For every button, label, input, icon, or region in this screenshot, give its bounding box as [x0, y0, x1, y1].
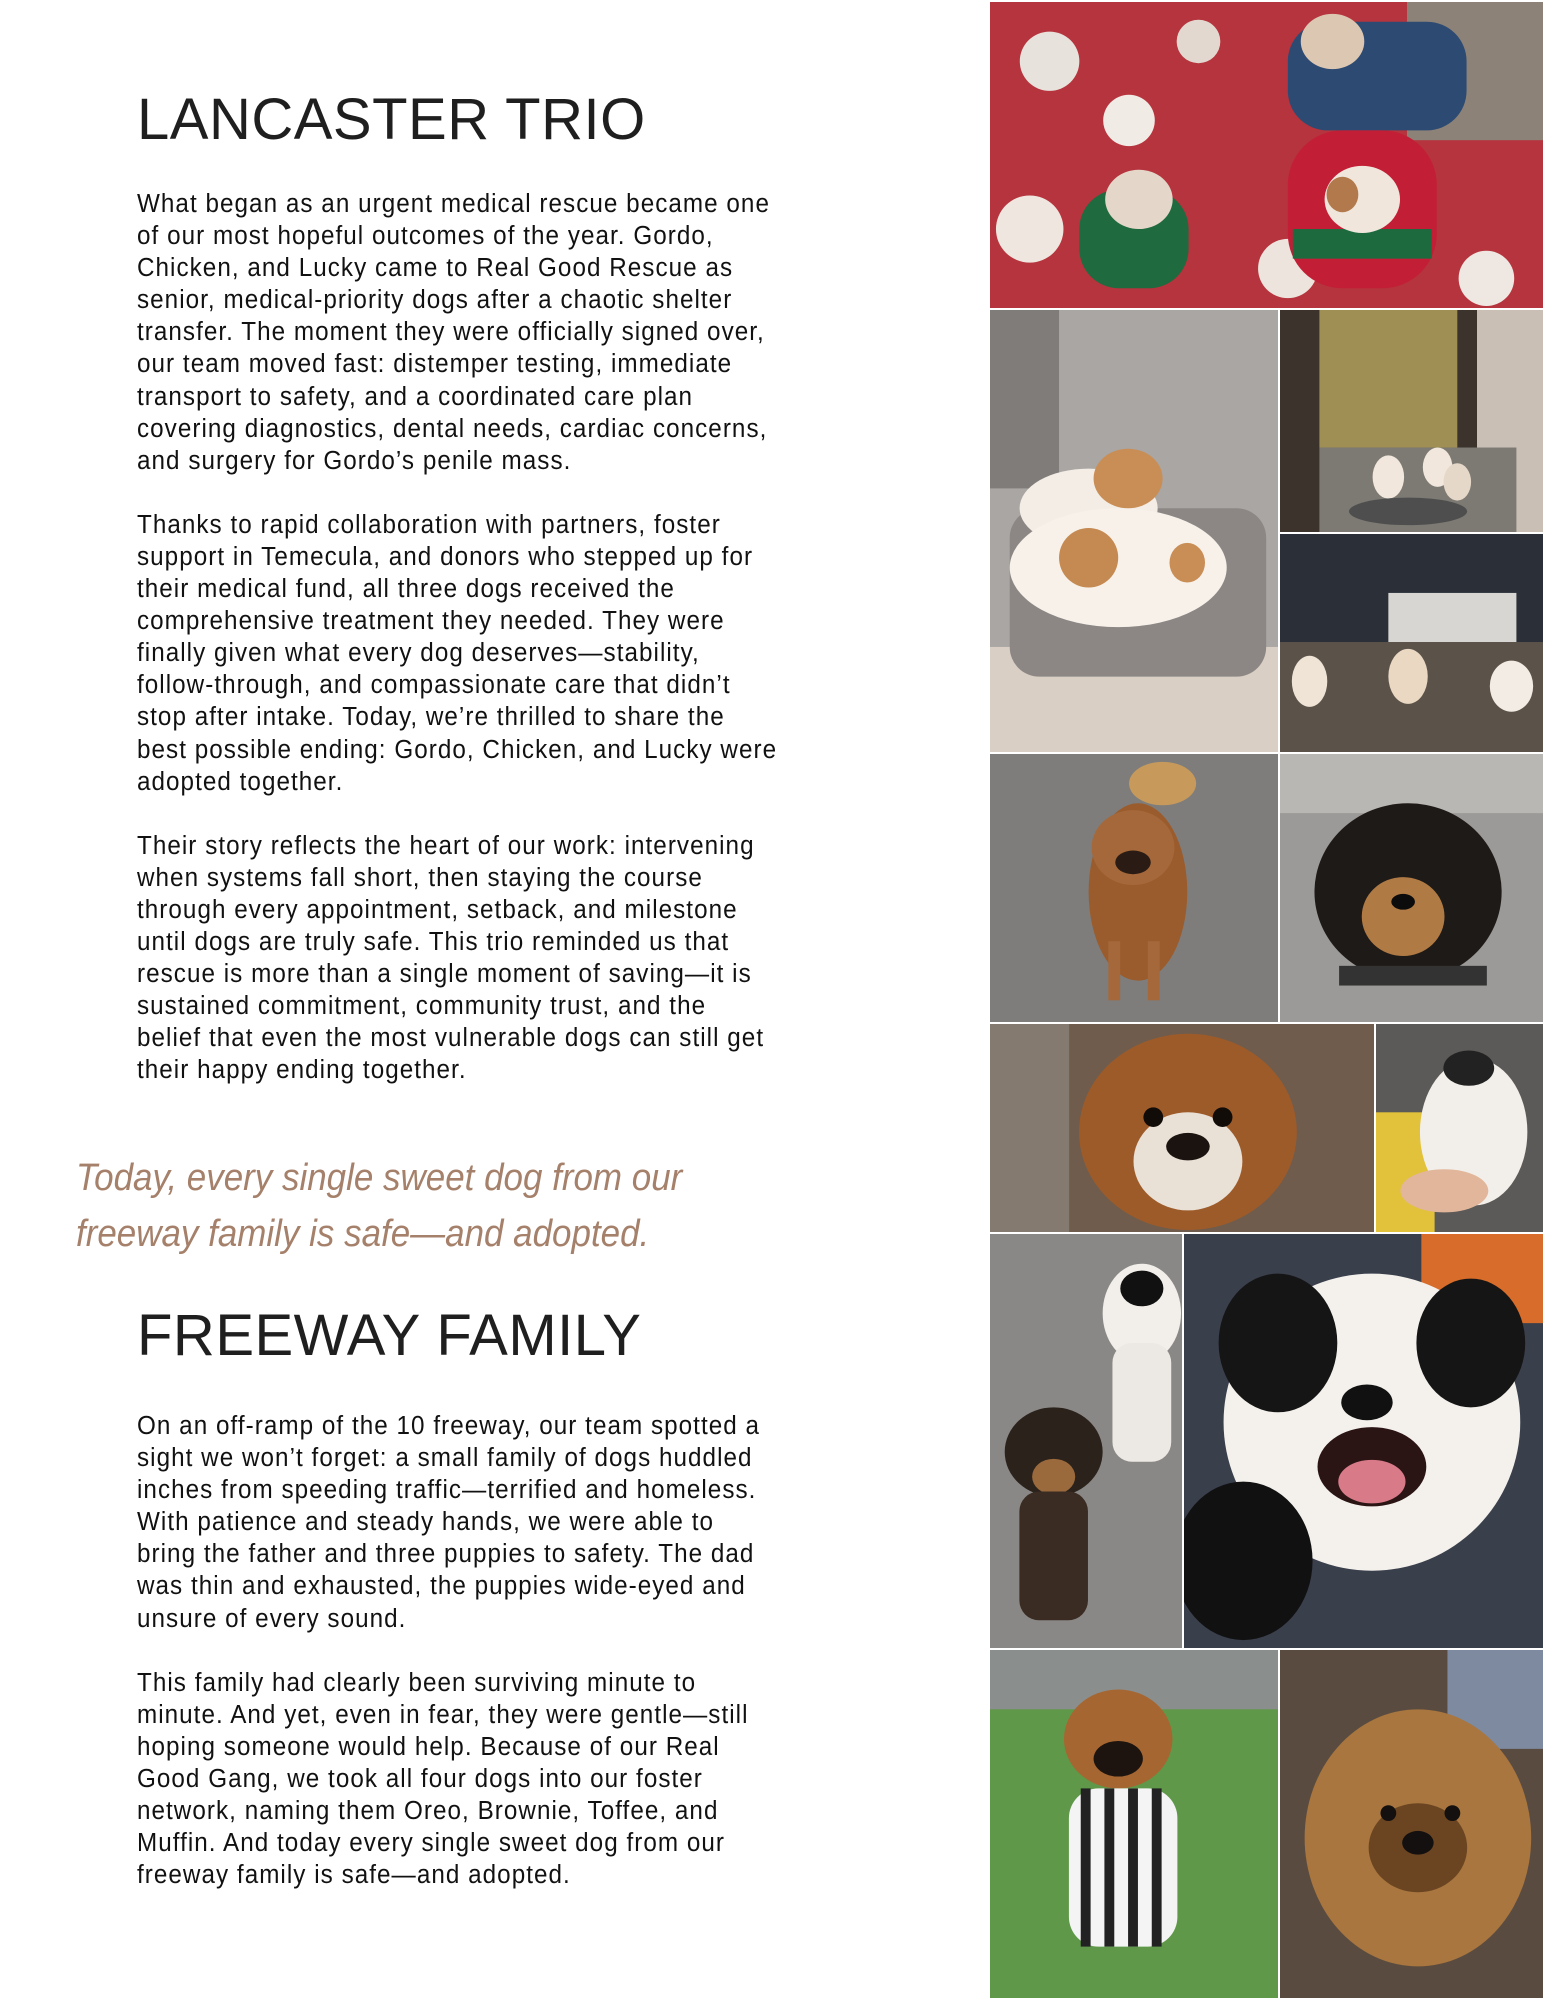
lancaster-trio-body [137, 188, 840, 1118]
photo-long-haired-dog [1278, 1648, 1545, 2000]
pull-quote: Today, every single sweet dog from our freeway family is safe—and adopted. [76, 1157, 683, 1255]
photo-dogs-on-bed [988, 308, 1280, 754]
photo-trio-in-sweaters [988, 0, 1545, 310]
lancaster-trio-heading: LANCASTER TRIO [137, 87, 646, 152]
freeway-paragraph-2: This family had clearly been surviving minute to minute. And yet, even in fear, they were gentle—still hoping someone would help. Because of our Real Good Gang, we took all four dogs into our foster network, naming them Oreo, Brownie, Toffee, and Muffin. And today every single sweet dog from our freeway family is safe—and adopted. [137, 1668, 749, 1890]
photo-brown-dog-asphalt [988, 752, 1280, 1024]
photo-two-dogs-standing [988, 1232, 1184, 1650]
lancaster-paragraph-2: Thanks to rapid collaboration with partners, foster support in Temecula, and donors who stepped up for their medical fund, all three dogs received the comprehensive treatment they needed. They were finally given what every dog deserves—stability, follow-through, and compassionate care that didn’t stop after intake. Today, we’re thrilled to share the best possible ending: Gordo, Chicken, and Lucky were adopted together. [137, 510, 778, 796]
photo-pug-mix-closeup [988, 1022, 1376, 1234]
photo-white-dog-held [1374, 1022, 1545, 1234]
photo-dog-striped-shirt [988, 1648, 1280, 2000]
photo-collage [988, 0, 1545, 2000]
lancaster-paragraph-3: Their story reflects the heart of our work: intervening when systems fall short, then staying the course through every appointment, setback, and milestone until dogs are truly safe. This trio reminded us that rescue is more than a single moment of saving—it is sustained commitment, community trust, and the belief that even the most vulnerable dogs can still get their happy ending together. [137, 831, 765, 1085]
freeway-paragraph-1: On an off-ramp of the 10 freeway, our team spotted a sight we won’t forget: a small family of dogs huddled inches from speeding traffic—terrified and homeless. With patience and steady hands, we were able to bring the father and three puppies to safety. The dad was thin and exhausted, the puppies wide-eyed and unsure of every sound. [137, 1412, 761, 1633]
freeway-family-body [137, 1410, 840, 1923]
photo-trio-at-door [1278, 308, 1545, 534]
freeway-family-heading: FREEWAY FAMILY [137, 1303, 642, 1368]
photo-black-tan-dog [1278, 752, 1545, 1024]
photo-trio-in-yard [1278, 532, 1545, 754]
lancaster-paragraph-1: What began as an urgent medical rescue became one of our most hopeful outcomes of the year. Gordo, Chicken, and Lucky came to Real Good Rescue as senior, medical-priority dogs after a chaotic shelter transfer. The moment they were officially signed over, our team moved fast: distemper testing, immediate transport to safety, and a coordinated care plan covering diagnostics, dental needs, cardiac concerns, and surgery for Gordo’s penile mass. [137, 190, 770, 475]
photo-smiling-dog [1182, 1232, 1545, 1650]
